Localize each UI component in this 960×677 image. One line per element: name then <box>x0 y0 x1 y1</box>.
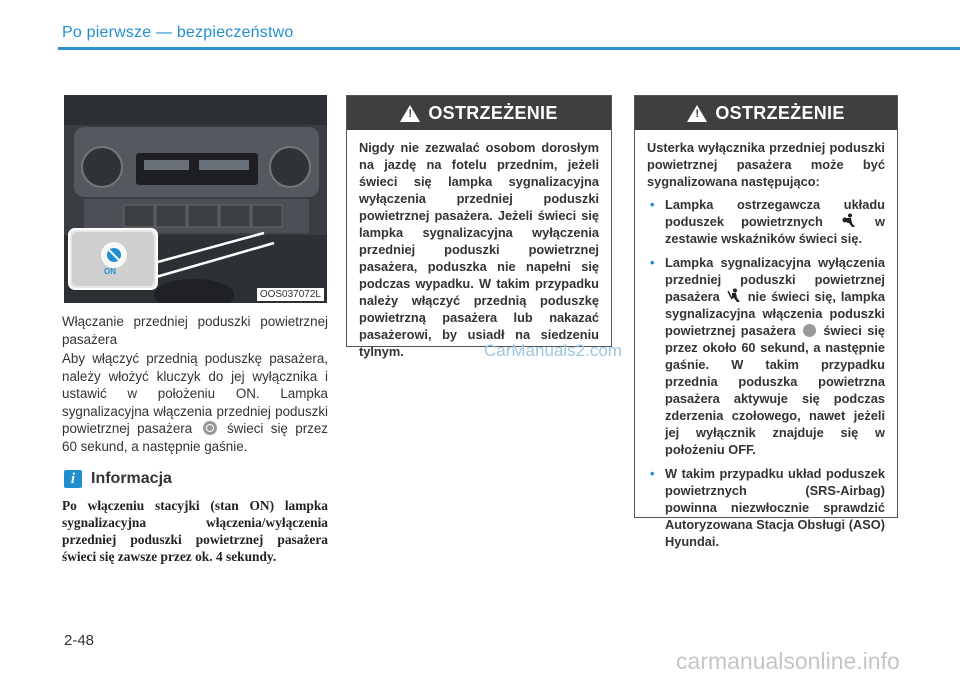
warning-triangle-icon: ! <box>687 105 707 122</box>
warning-title-1: OSTRZEŻENIE <box>428 102 558 123</box>
warning-triangle-icon: ! <box>400 105 420 122</box>
warning-list-2 <box>647 196 885 550</box>
info-text: Po włączeniu stacyjki (stan ON) lampka sygnalizacyjna włączenia/wyłączenia przedniej poduszki powietrznej pasażera świeci się zawsze przez ok. 4 sekundy. <box>62 498 328 564</box>
dashboard-photo <box>64 95 327 303</box>
body-text-before-icon: Aby włączyć przednią poduszkę pasażera, należy włożyć kluczyk do jej wyłącznika i ustawić w położeniu ON. Lampka sygnalizacyjna włączenia przedniej poduszki powietrznej pasażera <box>62 351 328 436</box>
body-heading-paragraph: Włączanie przedniej poduszki powietrznej pasażera <box>62 314 328 347</box>
on-label: ON <box>104 267 116 276</box>
warning-item2-text-b: nie świeci się, lampka sygnalizacyjna włączenia poduszki powietrznej pasażera <box>665 289 885 338</box>
warning-box-2 <box>634 95 898 549</box>
airbag-on-indicator-icon <box>203 421 217 435</box>
warning-item1-text-a: Lampka ostrzegawcza układu poduszek powietrznych <box>665 197 885 229</box>
body-text-after-icon: świeci się przez 60 sekund, a następnie gaśnie. <box>62 421 328 454</box>
warning-header-1 <box>347 96 611 130</box>
airbag-warning-icon <box>842 213 856 228</box>
warning-item1-text-b: w zestawie wskaźników świeci się. <box>665 214 885 246</box>
warning-list-item <box>647 196 885 247</box>
warning-item2-text-c: świeci się przez około 60 sekund, a następnie gaśnie. W takim przypadku przednia poduszka powietrzna pasażera aktywuje się podczas zderzenia czołowego, nawet jeżeli jej wyłącznik znajduje się w położeniu OFF. <box>665 323 885 457</box>
figure-caption: OOS037072L <box>257 288 324 301</box>
body-paragraph <box>62 350 328 455</box>
passenger-airbag-off-icon <box>727 288 741 303</box>
page-number: 2-48 <box>64 632 95 649</box>
warning-title-2: OSTRZEŻENIE <box>715 102 845 123</box>
warning-header-2 <box>635 96 897 130</box>
warning-item2-text-a: Lampka sygnalizacyjna wyłączenia przedniej poduszki powietrznej pasażera <box>665 255 885 304</box>
info-title: Informacja <box>91 470 172 487</box>
warning-text-1: Nigdy nie zezwalać osobom dorosłym na jazdę na fotelu przednim, jeżeli świeci się lampka sygnalizacyjna wyłączenia przedniej poduszki powietrznej pasażera. Jeżeli świeci się lampka sygnalizacyjna wyłączenia przedniej poduszki powietrznej pasażera, poduszka nie napełni się podczas wypadku. W takim przypadku należy włączyć przednią poduszkę powietrzną pasażera lub nakazać pasażerowi, by usiadł na siedzeniu tylnym. <box>359 140 599 359</box>
site-watermark: carmanualsonline.info <box>676 648 900 674</box>
warning-intro-2: Usterka wyłącznika przedniej poduszki powietrznej pasażera może być sygnalizowana następująco: <box>647 140 885 189</box>
watermark: CarManuals2.com <box>484 341 622 360</box>
warning-list-item <box>647 465 885 550</box>
info-heading <box>64 470 172 488</box>
info-icon: i <box>64 470 82 488</box>
airbag-on-indicator-icon <box>803 324 816 337</box>
warning-item3-text: W takim przypadku układ poduszek powietrznych (SRS-Airbag) powinna niezwłocznie sprawdzić Autoryzowana Stacja Obsługi (ASO) Hyundai. <box>665 466 885 549</box>
header-divider <box>58 47 960 50</box>
section-title: Po pierwsze — bezpieczeństwo <box>62 24 294 41</box>
warning-body-2 <box>635 130 897 567</box>
warning-list-item <box>647 254 885 458</box>
